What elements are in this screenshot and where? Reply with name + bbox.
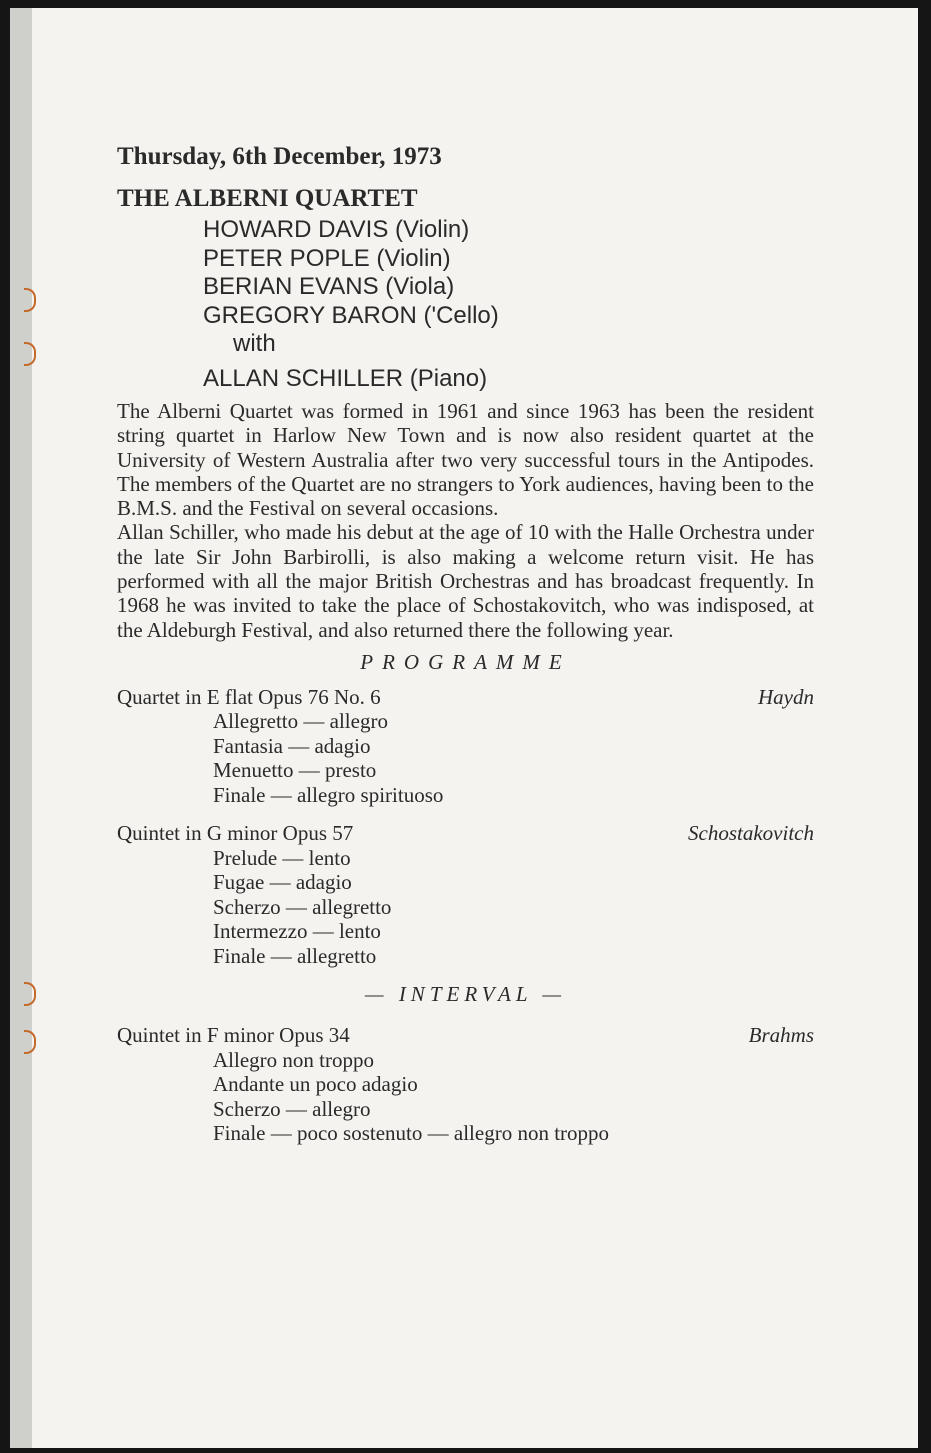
performer: PETER POPLE (Violin) bbox=[203, 244, 451, 272]
movement: Finale — allegretto bbox=[213, 943, 377, 968]
movement: Finale — poco sostenuto — allegro non troppo bbox=[213, 1121, 610, 1146]
programme-heading: PROGRAMME bbox=[360, 649, 571, 674]
bio-paragraph: The Alberni Quartet was formed in 1961 and since 1963 has been the resident string quartet in Harlow New Town and is now also resident quartet at the University of Western Australia after two very successful tours in the Antipodes. The members of the Quartet are no strangers to York audiences, having been to the B.M.S. and the Festival on several occasions. bbox=[117, 399, 814, 521]
movement: Allegretto — allegro bbox=[213, 709, 388, 734]
guest-performer: ALLAN SCHILLER (Piano) bbox=[203, 364, 488, 392]
movement: Intermezzo — lento bbox=[213, 919, 381, 944]
performer: HOWARD DAVIS (Violin) bbox=[203, 216, 470, 243]
movement: Prelude — lento bbox=[213, 845, 351, 870]
programme-content bbox=[117, 142, 814, 1160]
performer-list bbox=[117, 216, 814, 393]
bio-paragraph: Allan Schiller, who made his debut at the age of 10 with the Halle Orchestra under the late Sir John Barbirolli, is also making a welcome return visit. He has performed with all the major British Orchestras and has broadcast frequently. In 1968 he was invited to take the place of Schostakovitch, who was indisposed, at the Aldeburgh Festival, and also returned there the following year. bbox=[117, 520, 814, 642]
movement: Scherzo — allegretto bbox=[213, 894, 392, 919]
performer: BERIAN EVANS (Viola) bbox=[203, 273, 455, 300]
work bbox=[117, 821, 814, 968]
biography bbox=[117, 399, 814, 642]
movement: Fugae — adagio bbox=[213, 870, 352, 895]
composer: Schostakovitch bbox=[688, 821, 814, 846]
with-label: with bbox=[233, 330, 276, 357]
interval-heading: — INTERVAL — bbox=[364, 982, 567, 1007]
composer: Haydn bbox=[758, 684, 814, 709]
performer: GREGORY BARON ('Cello) bbox=[203, 301, 499, 329]
movement: Andante un poco adagio bbox=[213, 1072, 418, 1097]
movement: Fantasia — adagio bbox=[213, 733, 371, 758]
composer: Brahms bbox=[748, 1023, 814, 1048]
concert-date: Thursday, 6th December, 1973 bbox=[117, 143, 442, 170]
work bbox=[117, 1023, 814, 1146]
work-title: Quintet in G minor Opus 57 bbox=[117, 821, 354, 846]
work bbox=[117, 685, 814, 808]
movement: Finale — allegro spirituoso bbox=[213, 782, 444, 807]
movement: Menuetto — presto bbox=[213, 758, 377, 783]
movement: Allegro non troppo bbox=[213, 1047, 374, 1072]
work-title: Quintet in F minor Opus 34 bbox=[117, 1023, 350, 1048]
work-title: Quartet in E flat Opus 76 No. 6 bbox=[117, 684, 381, 709]
movement: Scherzo — allegro bbox=[213, 1096, 371, 1121]
ensemble-name: THE ALBERNI QUARTET bbox=[117, 185, 418, 212]
